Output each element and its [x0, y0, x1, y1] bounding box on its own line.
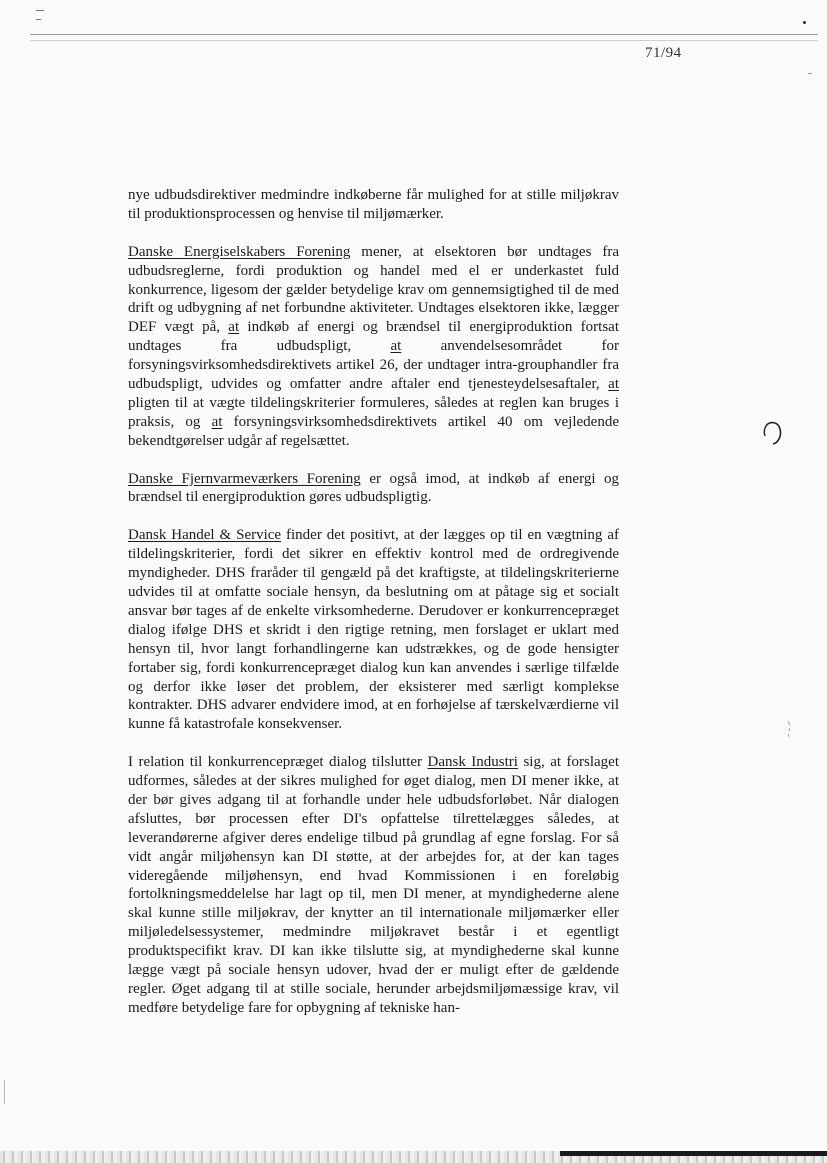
paragraph-p0 [128, 186, 619, 224]
paragraph-p3 [128, 526, 619, 734]
paragraph-text: nye udbudsdirektiver medmindre indkøberne får mulighed for at stille miljøkrav til produktionsprocessen og henvise til miljømærker. [128, 187, 619, 222]
scan-top-line [30, 40, 818, 41]
scan-artifact [803, 21, 806, 24]
underlined-word: at [228, 319, 240, 336]
organization-name: Dansk Handel & Service [128, 527, 282, 544]
paragraph-text: forsyningsvirksomhedsdirektivets artikel 40 om vejledende bekendtgørelser udgår af regelsættet. [128, 413, 619, 449]
paragraph-text: finder det positivt, at der lægges op til en vægtning af tildelingskriterier, fordi det sikrer en effektiv kontrol med de ordregivende myndigheder. DHS fraråder til gengæld på det kraftigste, at tildelingskriterierne udvides til at omfatte sociale hensyn, da beslutning om at påtage sig et socialt ansvar bør tages af de enkelte virksomhederne. Derudover er konkurrencepræget dialog ifølge DHS et skridt i den rigtige retning, men forslaget er uklart med hensyn til, hvor langt forhandlingerne kan udstrækkes, og de gode hensigter fortaber sig, fordi konkurrencepræget dialog kun kan anvendes i særlige tilfælde og derfor ikke løser det problem, der eksisterer med særligt komplekse kontrakter. DHS advarer endvidere imod, at en forhøjelse af tærskelværdierne vil kunne få katastrofale konsekvenser. [128, 527, 619, 733]
underlined-word: at [211, 413, 223, 430]
paragraph-p2 [128, 470, 619, 508]
page-number: 71/94 [645, 45, 682, 61]
paragraph-p1 [128, 243, 619, 451]
scan-artifact [36, 10, 44, 11]
scan-artifact [808, 73, 812, 74]
scan-top-line [30, 34, 818, 35]
paragraph-text: indkøb af energi og brændsel til energiproduktion fortsat undtages fra udbudspligt, [128, 319, 619, 355]
margin-mark [786, 720, 792, 738]
underlined-word: at [608, 376, 619, 393]
margin-circle-mark [761, 420, 783, 446]
organization-name: Danske Fjernvarmeværkers Forening [128, 470, 361, 487]
scan-bottom-edge [560, 1151, 827, 1156]
scan-artifact [4, 1080, 5, 1104]
underlined-word: at [390, 338, 402, 355]
paragraph-text: mener, at elsektoren bør undtages fra udbudsreglerne, fordi produktion og handel med el er underkastet fuld konkurrence, ligesom der gælder betydelige krav om gennemsigtighed til de med drift og udbygning af net forbundne aktiviteter. Undtages elsektoren ikke, lægger DEF vægt på, [128, 243, 619, 336]
paragraph-text: I relation til konkurrencepræget dialog tilslutter [128, 754, 428, 771]
organization-name: Dansk Industri [427, 754, 518, 771]
paragraph-text: er også imod, at indkøb af energi og brændsel til energiproduktion gøres udbudspligtig. [128, 470, 619, 506]
scan-artifact [36, 19, 41, 20]
document-body [128, 186, 619, 1037]
organization-name: Danske Energiselskabers Forening [128, 243, 351, 260]
paragraph-text: pligten til at vægte tildelingskriterier formuleres, således at reglen kan bruges i praksis, og [128, 394, 619, 430]
paragraph-p4 [128, 753, 619, 1018]
paragraph-text: sig, at forslaget udformes, således at der sikres mulighed for øget dialog, men DI mener ikke, at der bør gives adgang til at forhandle under hele udbudsforløbet. Når dialogen afsluttes, bør processen efter DI's opfattelse tilrettelægges således, at leverandørerne afgiver deres endelige tilbud på grundlag af egne forslag. For så vidt angår miljøhensyn kan DI støtte, at der arbejdes for, at der kan tages videregående miljøhensyn, end hvad Kommissionen i en foreløbig fortolkningsmeddelelse har lagt op til, men DI mener, at myndighederne alene skal kunne stille miljøkrav, der knytter an til internationale miljømærker eller miljøledelsessystemer, medmindre miljøkravet består i et egentligt produktspecifikt krav. DI kan ikke tilslutte sig, at myndighederne skal kunne lægge vægt på sociale hensyn udover, hvad der er muligt efter de gældende regler. Øget adgang til at stille sociale, herunder arbejdsmiljømæssige krav, vil medføre betydelige fare for opbygning af tekniske han- [128, 754, 619, 1016]
paragraph-text: anvendelsesområdet for forsyningsvirksomhedsdirektivets artikel 26, der undtager intra-grouphandler fra udbudspligt, udvides og omfatter andre aftaler end tjenesteydelsesaftaler, [128, 338, 620, 393]
